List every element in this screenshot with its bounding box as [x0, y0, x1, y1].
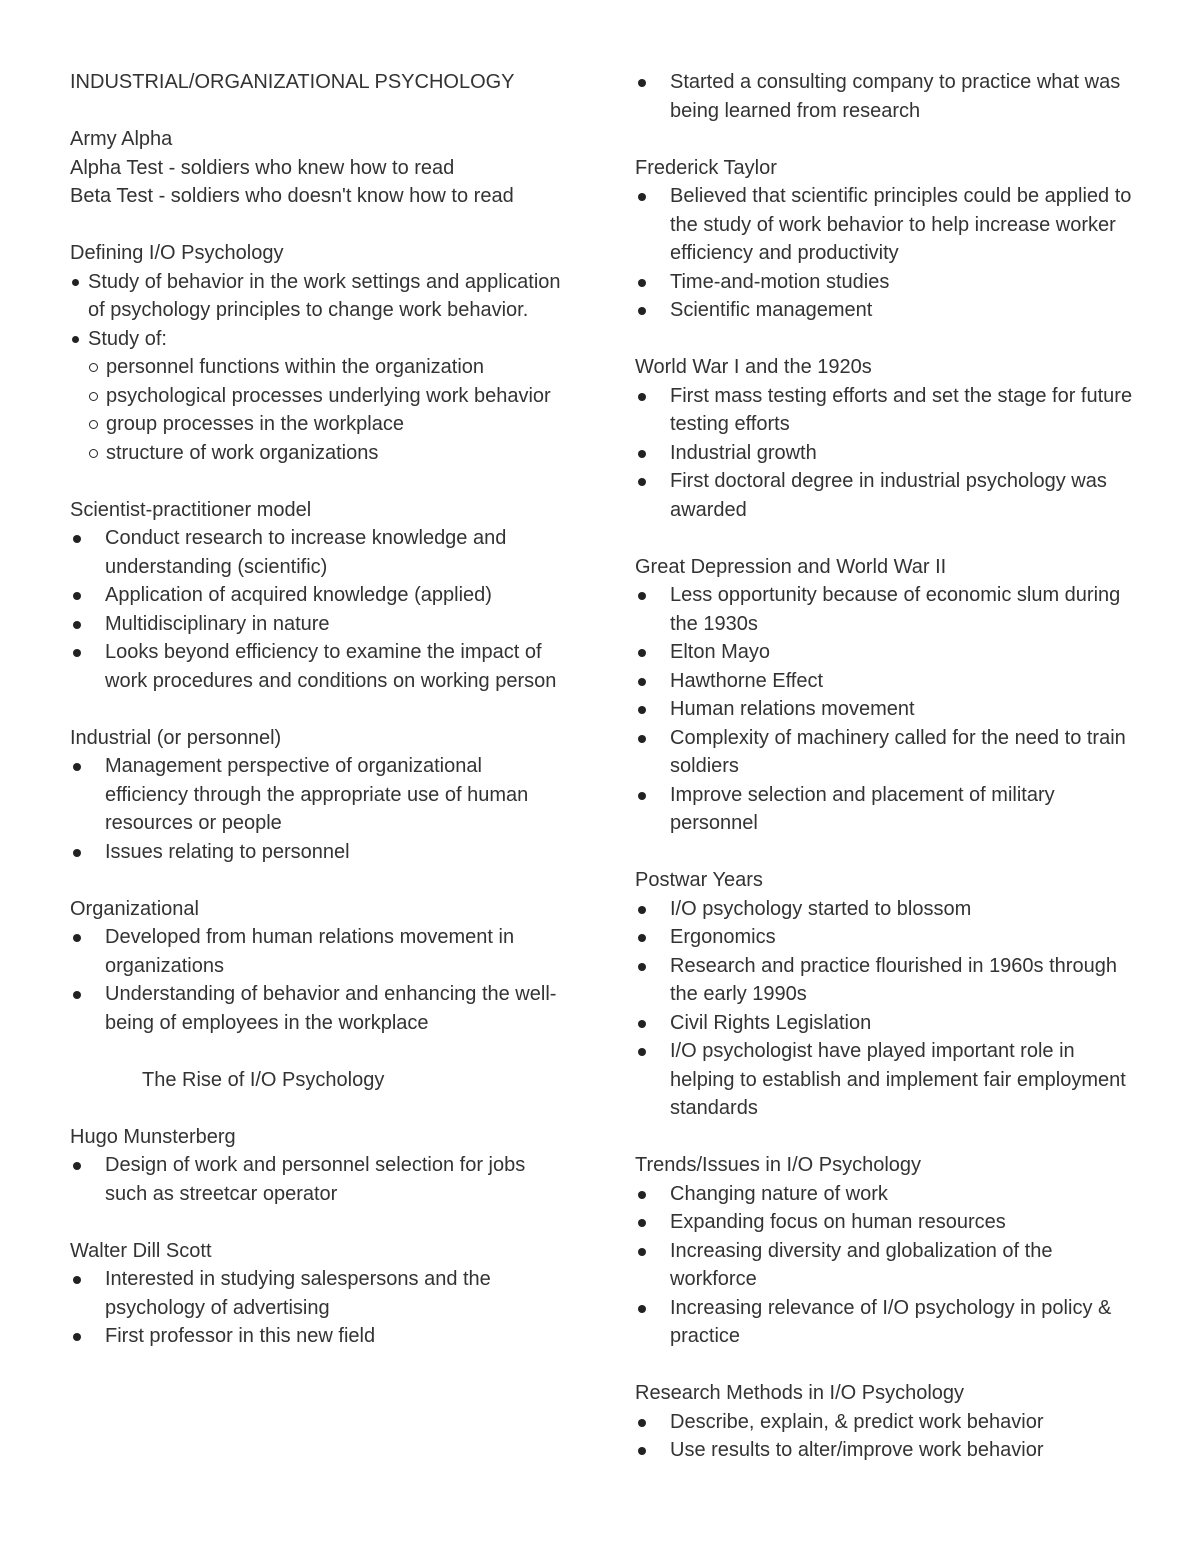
organizational-list	[70, 923, 570, 1037]
scott-list	[70, 1265, 570, 1351]
list-item: Research and practice flourished in 1960s through the early 1990s	[635, 952, 1135, 1009]
scott-heading: Walter Dill Scott	[70, 1239, 212, 1262]
list-item: I/O psychology started to blossom	[635, 895, 1135, 924]
list-item: Scientific management	[635, 296, 1135, 325]
organizational-heading: Organizational	[70, 897, 199, 920]
list-item: Time-and-motion studies	[635, 268, 1135, 297]
document-title: INDUSTRIAL/ORGANIZATIONAL PSYCHOLOGY	[70, 71, 515, 93]
scientist-heading: Scientist-practitioner model	[70, 498, 312, 521]
munsterberg-list	[70, 1151, 570, 1208]
munsterberg-heading: Hugo Munsterberg	[70, 1125, 236, 1148]
list-item: Issues relating to personnel	[70, 838, 570, 867]
ww1-list	[635, 382, 1135, 525]
list-item: I/O psychologist have played important role in helping to establish and implement fair employment standards	[635, 1037, 1135, 1123]
sub-list-item: structure of work organizations	[70, 439, 570, 468]
sub-list-item: psychological processes underlying work behavior	[70, 382, 570, 411]
list-item: Expanding focus on human resources	[635, 1208, 1135, 1237]
list-item: Management perspective of organizational efficiency through the appropriate use of human resources or people	[70, 752, 570, 838]
list-item: Multidisciplinary in nature	[70, 610, 570, 639]
study-of-sublist	[70, 353, 570, 467]
scientist-list	[70, 524, 570, 695]
rise-section-title: The Rise of I/O Psychology	[142, 1068, 385, 1091]
list-item: Complexity of machinery called for the need to train soldiers	[635, 724, 1135, 781]
list-item: Study of:	[70, 325, 570, 354]
list-item: Civil Rights Legislation	[635, 1009, 1135, 1038]
sub-list-item: group processes in the workplace	[70, 410, 570, 439]
research-list	[635, 1408, 1135, 1465]
list-item: Started a consulting company to practice what was being learned from research	[635, 68, 1135, 125]
list-item: Increasing relevance of I/O psychology in policy & practice	[635, 1294, 1135, 1351]
defining-list	[70, 268, 570, 354]
list-item: Elton Mayo	[635, 638, 1135, 667]
list-item: First mass testing efforts and set the stage for future testing efforts	[635, 382, 1135, 439]
list-item: First doctoral degree in industrial psychology was awarded	[635, 467, 1135, 524]
list-item: Application of acquired knowledge (applied)	[70, 581, 570, 610]
list-item: Developed from human relations movement in organizations	[70, 923, 570, 980]
list-item: Increasing diversity and globalization of the workforce	[635, 1237, 1135, 1294]
ww1-heading: World War I and the 1920s	[635, 356, 872, 378]
list-item: Understanding of behavior and enhancing the well-being of employees in the workplace	[70, 980, 570, 1037]
right-column	[635, 68, 1135, 1465]
depression-list	[635, 581, 1135, 838]
list-item: Less opportunity because of economic slum during the 1930s	[635, 581, 1135, 638]
sub-list-item: personnel functions within the organization	[70, 353, 570, 382]
defining-heading: Defining I/O Psychology	[70, 242, 284, 264]
taylor-heading: Frederick Taylor	[635, 156, 777, 179]
list-item: Conduct research to increase knowledge and understanding (scientific)	[70, 524, 570, 581]
alpha-test-line: Alpha Test - soldiers who knew how to read	[70, 156, 455, 179]
list-item: Changing nature of work	[635, 1180, 1135, 1209]
list-item: Describe, explain, & predict work behavior	[635, 1408, 1135, 1437]
list-item: Hawthorne Effect	[635, 667, 1135, 696]
list-item: Human relations movement	[635, 695, 1135, 724]
list-item: Use results to alter/improve work behavior	[635, 1436, 1135, 1465]
list-item: Ergonomics	[635, 923, 1135, 952]
list-item: Design of work and personnel selection for jobs such as streetcar operator	[70, 1151, 570, 1208]
trends-list	[635, 1180, 1135, 1351]
trends-heading: Trends/Issues in I/O Psychology	[635, 1154, 922, 1176]
left-column	[70, 68, 570, 1351]
list-item: Industrial growth	[635, 439, 1135, 468]
industrial-list	[70, 752, 570, 866]
scott-continued-list	[635, 68, 1135, 125]
list-item: Study of behavior in the work settings and application of psychology principles to change work behavior.	[70, 268, 570, 325]
army-alpha-heading: Army Alpha	[70, 128, 173, 150]
industrial-heading: Industrial (or personnel)	[70, 726, 282, 749]
research-heading: Research Methods in I/O Psychology	[635, 1382, 965, 1404]
list-item: Interested in studying salespersons and the psychology of advertising	[70, 1265, 570, 1322]
list-item: Looks beyond efficiency to examine the impact of work procedures and conditions on working person	[70, 638, 570, 695]
beta-test-line: Beta Test - soldiers who doesn't know how to read	[70, 185, 514, 207]
postwar-list	[635, 895, 1135, 1123]
list-item: Believed that scientific principles could be applied to the study of work behavior to help increase worker efficiency and productivity	[635, 182, 1135, 268]
list-item: Improve selection and placement of military personnel	[635, 781, 1135, 838]
list-item: First professor in this new field	[70, 1322, 570, 1351]
depression-heading: Great Depression and World War II	[635, 555, 947, 578]
postwar-heading: Postwar Years	[635, 869, 763, 891]
taylor-list	[635, 182, 1135, 325]
